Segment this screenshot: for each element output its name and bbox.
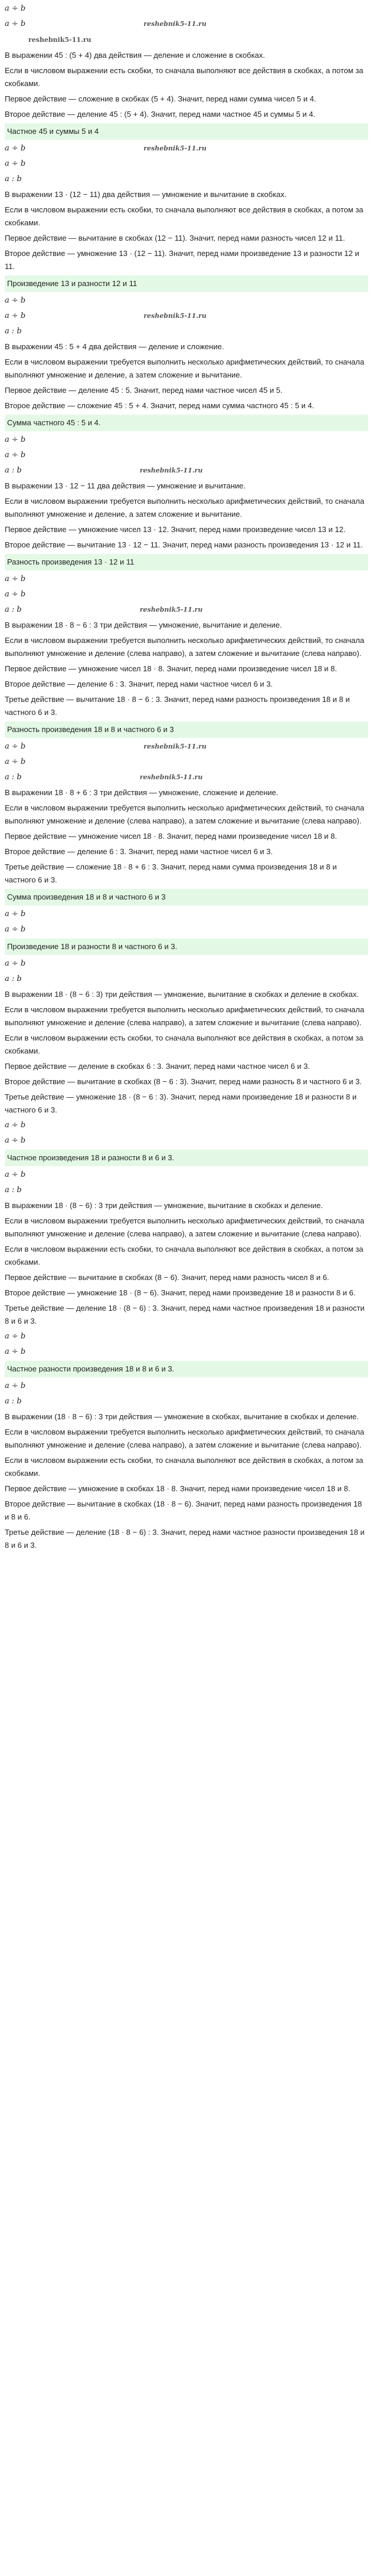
math-line [5,587,368,602]
math-line [5,770,368,785]
text-line [5,1059,368,1074]
math-line [5,448,368,463]
text-line [5,1031,368,1059]
line-text: Второе действие — умножение 13 · (12 − 11). Значит, перед нами произведение 13 и разности 12 и 11. [5,249,359,271]
line-text: Третье действие — деление (18 · 8 − 6) : 3. Значит, перед нами частное разности произведения 18 и 8 и 6 и 3. [5,1528,365,1550]
line-text: a ÷ b [5,435,26,444]
text-line [5,1425,368,1453]
line-text: Второе действие — деление 6 : 3. Значит, перед нами частное чисел 6 и 3. [5,680,273,688]
line-text: В выражении (18 · 8 − 6) : 3 три действия — умножение в скобках, вычитание в скобках и деление. [5,1412,359,1421]
text-line [5,383,368,398]
line-text: a ÷ b [5,959,26,968]
text-line [5,987,368,1002]
line-text: Первое действие — сложение в скобках (5 + 4). Значит, перед нами сумма чисел 5 и 4. [5,94,316,103]
line-text: a ÷ b [5,742,26,751]
math-line [5,739,368,754]
line-text: Частное 45 и суммы 5 и 4 [7,127,99,136]
math-line [5,17,368,32]
line-text: Если в числовом выражении есть скобки, то сначала выполняют все действия в скобках, а потом за скобками. [5,205,364,227]
line-text: a ÷ b [5,1136,26,1145]
line-text: a ÷ b [5,575,26,583]
text-line [5,537,368,553]
text-line [5,1301,368,1329]
watermark: reshebnik5-11.ru [143,145,207,152]
line-text: Третье действие — умножение 18 · (8 − 6 : 3). Значит, перед нами произведение 18 и разности 8 и частного 6 и 3. [5,1092,357,1114]
line-text: Если в числовом выражении требуется выполнить несколько арифметических действий, то сначала выполняют умножение и деление (слева направо), а затем сложение и вычитание (слева направо). [5,1216,365,1238]
line-text: Первое действие — вычитание в скобках (12 − 11). Значит, перед нами разность чисел 12 и 11. [5,234,345,242]
math-line [5,1344,368,1360]
math-line [5,1133,368,1148]
answer-highlight [5,123,368,140]
text-line [5,246,368,274]
text-line [5,844,368,859]
line-text: В выражении 13 · (12 − 11) два действия — умножение и вычитание в скобках. [5,190,287,199]
math-line [5,1379,368,1394]
text-line [5,63,368,91]
watermark: reshebnik5-11.ru [143,312,207,320]
line-text: В выражении 45 : (5 + 4) два действия — деление и сложение в скобках. [5,51,265,60]
line-text: Второе действие — вычитание в скобках (8 − 6 : 3). Значит, перед нами разность 8 и частного 6 и 3. [5,1077,362,1086]
line-text: a ÷ b [5,19,26,28]
text-line [5,618,368,633]
line-text: Третье действие — сложение 18 · 8 + 6 : 3. Значит, перед нами сумма произведения 18 и 8 и частного 6 и 3. [5,862,337,884]
math-line [5,922,368,937]
math-line [5,1183,368,1198]
line-text: Первое действие — деление 45 : 5. Значит, перед нами частное чисел 45 и 5. [5,386,283,395]
math-line [5,1118,368,1133]
text-line [5,494,368,522]
line-text: Если в числовом выражении требуется выполнить несколько арифметических действий, то сначала выполняют умножение и деление, а затем сложение и вычитание. [5,497,365,519]
text-line [5,1074,368,1090]
line-text: a : b [5,974,22,983]
text-line [5,1213,368,1242]
text-line [5,1481,368,1497]
line-text: a ÷ b [5,1121,26,1130]
math-line [5,293,368,309]
text-line [5,1198,368,1213]
text-line [5,1453,368,1481]
text-line [5,48,368,63]
text-line [5,1270,368,1285]
line-text: Второе действие — деление 6 : 3. Значит, перед нами частное чисел 6 и 3. [5,847,273,856]
line-text: a ÷ b [5,590,26,599]
watermark: reshebnik5-11.ru [139,467,203,474]
line-text: a : b [5,327,22,336]
text-line [5,202,368,231]
line-text: Первое действие — умножение чисел 13 · 12. Значит, перед нами произведение чисел 13 и 12. [5,525,346,534]
line-text: Второе действие — вычитание в скобках (18 · 8 − 6). Значит, перед нами разность произведения 18 и 8 и 6. [5,1499,362,1521]
text-line [5,1002,368,1031]
line-text: a ÷ b [5,159,26,168]
text-line [5,339,368,355]
line-text: a ÷ b [5,4,26,13]
line-text: В выражении 13 · 12 − 11 два действия — умножение и вычитание. [5,481,246,490]
line-text: a ÷ b [5,757,26,766]
line-text: Разность произведения 13 · 12 и 11 [7,557,135,566]
line-text: Произведение 18 и разности 8 и частного 6 и 3. [7,942,178,951]
line-text: a : b [5,466,22,475]
text-line [5,633,368,661]
line-text: Произведение 13 и разности 12 и 11 [7,279,138,288]
text-line [5,1090,368,1118]
text-line [5,91,368,107]
math-line [5,1329,368,1344]
line-text: a ÷ b [5,311,26,320]
line-text: a : b [5,605,22,614]
line-text: Второе действие — сложение 45 : 5 + 4. Значит, перед нами сумма частного 45 : 5 и 4. [5,401,315,410]
math-line [5,432,368,448]
watermark: reshebnik5-11.ru [143,743,207,750]
math-line [5,172,368,187]
line-text: a : b [5,773,22,782]
line-text: Частное разности произведения 18 и 8 и 6 и 3. [7,1364,175,1373]
answer-highlight [5,721,368,738]
math-line [5,1167,368,1183]
text-line [5,1242,368,1270]
text-line [5,677,368,692]
text-line [5,478,368,494]
answer-highlight [5,415,368,431]
text-line [5,1497,368,1525]
line-text: Если в числовом выражении есть скобки, то сначала выполняют все действия в скобках, а потом за скобками. [5,66,364,88]
line-text: a ÷ b [5,1332,26,1341]
text-line [5,187,368,202]
line-text: В выражении 18 · (8 − 6) : 3 три действия — умножение, вычитание в скобках и деление. [5,1201,323,1210]
text-line [5,32,368,48]
line-text: В выражении 18 · (8 − 6 : 3) три действия — умножение, вычитание в скобках и деление в скобках. [5,990,359,999]
line-text: Если в числовом выражении есть скобки, то сначала выполняют все действия в скобках, а потом за скобками. [5,1245,364,1266]
math-line [5,972,368,987]
text-line [5,1409,368,1425]
watermark: reshebnik5-11.ru [139,773,203,781]
line-text: Если в числовом выражении требуется выполнить несколько арифметических действий, то сначала выполняют умножение и деление (слева направо), а затем сложение и вычитание (слева направо). [5,636,365,658]
line-text: Частное произведения 18 и разности 8 и 6 и 3. [7,1153,175,1162]
line-text: a ÷ b [5,296,26,305]
math-line [5,907,368,922]
line-text: a ÷ b [5,144,26,153]
math-line [5,463,368,478]
line-text: a : b [5,175,22,183]
math-line [5,156,368,172]
line-text: Если в числовом выражении требуется выполнить несколько арифметических действий, то сначала выполняют умножение и деление (слева направо), а затем сложение и вычитание (слева направо). [5,1005,365,1027]
line-text: a ÷ b [5,910,26,918]
math-line [5,572,368,587]
text-line [5,692,368,720]
line-text: a : b [5,1186,22,1195]
line-text: Первое действие — умножение чисел 18 · 8. Значит, перед нами произведение чисел 18 и 8. [5,832,337,841]
line-text: Второе действие — умножение 18 · (8 − 6). Значит, перед нами произведение 18 и разности 8 и 6. [5,1288,356,1297]
line-text: a ÷ b [5,925,26,934]
math-line [5,1394,368,1409]
line-text: В выражении 45 : 5 + 4 два действия — деление и сложение. [5,342,224,351]
line-text: В выражении 18 · 8 + 6 : 3 три действия — умножение, сложение и деление. [5,788,279,797]
line-text: a ÷ b [5,1381,26,1390]
line-text: Если в числовом выражении есть скобки, то сначала выполняют все действия в скобках, а потом за скобками. [5,1033,364,1055]
line-text: Первое действие — умножение чисел 18 · 8. Значит, перед нами произведение чисел 18 и 8. [5,664,337,673]
answer-highlight [5,938,368,955]
line-text: Третье действие — деление 18 · (8 − 6) : 3. Значит, перед нами частное произведения 18 и разности 8 и 6 и 3. [5,1304,365,1325]
text-line [5,398,368,414]
line-text: Сумма частного 45 : 5 и 4. [7,418,101,427]
line-text: Второе действие — вычитание 13 · 12 − 11. Значит, перед нами разность произведения 13 · 12 и 11. [5,540,363,549]
text-line [5,829,368,844]
math-line [5,602,368,618]
line-text: Первое действие — деление в скобках 6 : 3. Значит, перед нами частное чисел 6 и 3. [5,1062,310,1071]
line-text: Сумма произведения 18 и 8 и частного 6 и 3 [7,892,166,901]
text-line [5,231,368,246]
line-text: Разность произведения 18 и 8 и частного 6 и 3 [7,725,174,734]
line-text: Если в числовом выражении есть скобки, то сначала выполняют все действия в скобках, а потом за скобками. [5,1456,364,1478]
text-line [5,522,368,537]
line-text: Третье действие — вычитание 18 · 8 − 6 : 3. Значит, перед нами разность произведения 18 и 8 и частного 6 и 3. [5,695,350,717]
math-line [5,1,368,17]
text-line [5,355,368,383]
text-line [5,859,368,888]
math-line [5,956,368,972]
text-line [5,785,368,800]
answer-highlight [5,1150,368,1166]
line-text: Второе действие — деление 45 : (5 + 4). Значит, перед нами частное 45 и суммы 5 и 4. [5,110,316,119]
math-line [5,309,368,324]
line-text: a ÷ b [5,451,26,460]
text-line [5,1285,368,1301]
text-line [5,661,368,677]
watermark: reshebnik5-11.ru [28,36,91,44]
answer-highlight [5,275,368,292]
watermark: reshebnik5-11.ru [139,606,203,613]
line-text: Если в числовом выражении требуется выполнить несколько арифметических действий, то сначала выполняют умножение и деление (слева направо), а затем сложение и вычитание (слева направо). [5,803,365,825]
math-line [5,754,368,770]
math-line [5,141,368,156]
line-text: Если в числовом выражении требуется выполнить несколько арифметических действий, то сначала выполняют умножение и деление (слева направо), а затем сложение и вычитание (слева направо). [5,1428,365,1449]
line-text: a ÷ b [5,1347,26,1356]
line-text: a ÷ b [5,1170,26,1179]
answer-highlight [5,554,368,570]
line-text: Первое действие — умножение в скобках 18 · 8. Значит, перед нами произведение чисел 18 и 8. [5,1484,351,1493]
math-line [5,324,368,339]
answer-highlight [5,889,368,905]
text-line [5,800,368,829]
text-line [5,107,368,122]
line-text: В выражении 18 · 8 − 6 : 3 три действия — умножение, вычитание и деление. [5,621,282,629]
line-text: Если в числовом выражении требуется выполнить несколько арифметических действий, то сначала выполняют умножение и деление, а затем сложение и вычитание. [5,357,365,379]
line-text: Первое действие — вычитание в скобках (8 − 6). Значит, перед нами разность чисел 8 и 6. [5,1273,329,1282]
answer-highlight [5,1361,368,1377]
watermark: reshebnik5-11.ru [143,20,207,28]
line-text: a : b [5,1397,22,1406]
text-line [5,1525,368,1553]
